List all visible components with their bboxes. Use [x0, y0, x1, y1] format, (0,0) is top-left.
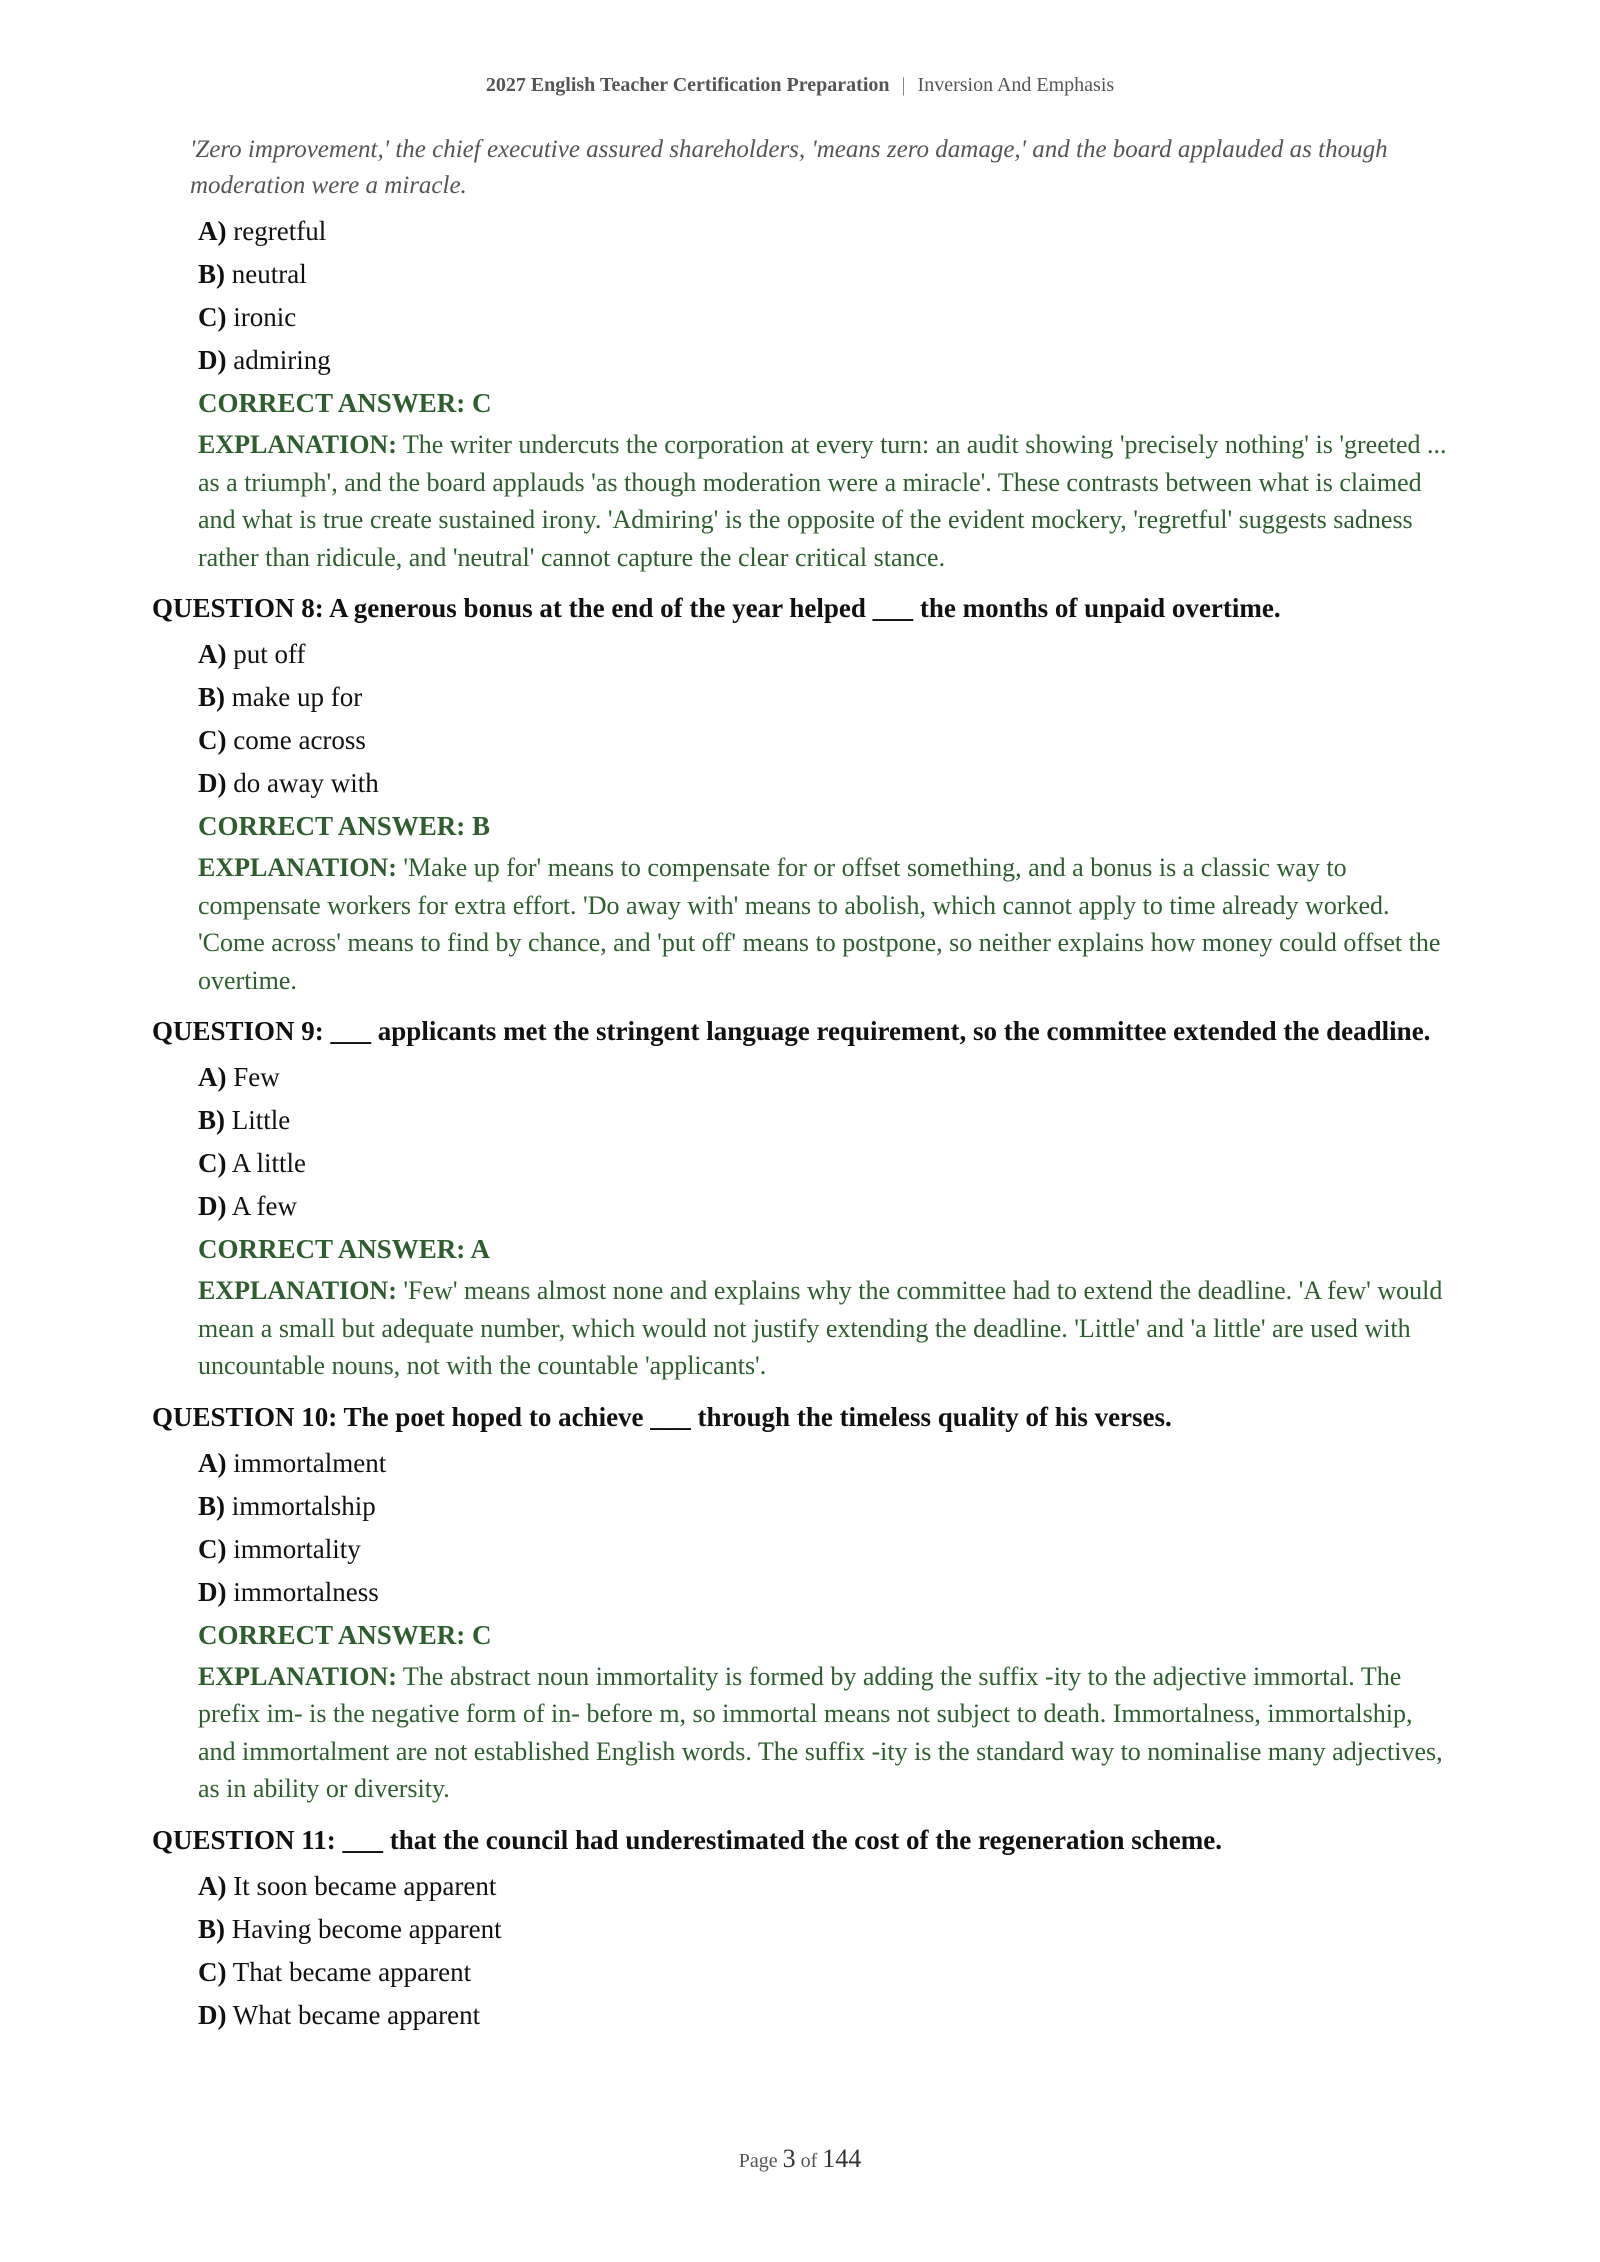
option-text: make up for: [231, 682, 363, 712]
option-text: come across: [233, 725, 366, 755]
explanation: [198, 426, 1452, 576]
document-title: 2027 English Teacher Certification Preparation: [485, 74, 890, 96]
correct-answer: CORRECT ANSWER: C: [198, 388, 492, 418]
question-stem-continuation: 'Zero improvement,' the chief executive assured shareholders, 'means zero damage,' and the board applauded as though moderation were a miracle.: [190, 136, 1388, 199]
option-letter: A): [198, 216, 227, 246]
explanation: [198, 1272, 1452, 1385]
option-letter: D): [198, 1576, 227, 1607]
question-text: QUESTION 8: A generous bonus at the end of the year helped ___ the months of unpaid overtime.: [152, 593, 1281, 623]
option-d: [198, 339, 1452, 382]
options-list: [198, 1442, 1452, 1614]
option-c: [198, 1528, 1452, 1571]
correct-answer: CORRECT ANSWER: C: [198, 1619, 492, 1650]
option-text: immortalment: [233, 1447, 387, 1478]
option-a: [198, 1442, 1452, 1485]
running-header: [0, 74, 1600, 97]
option-text: immortalness: [233, 1576, 379, 1607]
explanation-label: EXPLANATION:: [198, 1661, 397, 1691]
option-a: [198, 210, 1452, 253]
section-title: Inversion And Emphasis: [917, 74, 1115, 96]
explanation-label: EXPLANATION:: [198, 1276, 397, 1305]
option-c: [198, 1142, 1452, 1185]
explanation-text: 'Few' means almost none and explains why the committee had to extend the deadline. 'A few' would mean a small but adequate number, which would not justify extending the deadline. 'Little' and 'a little' are used with uncountable nouns, not with the countable 'applicants'.: [198, 1276, 1443, 1380]
option-d: [198, 762, 1452, 805]
question-block-9: [152, 1013, 1452, 1385]
option-letter: C): [198, 1533, 227, 1564]
option-letter: B): [198, 1105, 225, 1135]
option-text: Having become apparent: [231, 1913, 502, 1944]
question-block-11: [152, 1822, 1452, 2037]
option-text: neutral: [231, 259, 307, 289]
page-word: Page: [738, 2150, 778, 2172]
option-text: regretful: [233, 216, 327, 246]
option-letter: A): [198, 1447, 227, 1478]
page-content: [152, 132, 1452, 2037]
option-b: [198, 1908, 1452, 1951]
option-letter: B): [198, 682, 225, 712]
option-letter: D): [198, 345, 227, 375]
option-text: It soon became apparent: [233, 1870, 497, 1901]
options-list: [198, 210, 1452, 382]
of-word: of: [800, 2150, 818, 2172]
option-a: [198, 1865, 1452, 1908]
option-letter: A): [198, 1870, 227, 1901]
page-number: 3: [782, 2144, 796, 2173]
option-d: [198, 1994, 1452, 2037]
option-letter: D): [198, 768, 227, 798]
option-d: [198, 1571, 1452, 1614]
explanation-text: The writer undercuts the corporation at every turn: an audit showing 'precisely nothing' is 'greeted ... as a triumph', and the board applauds 'as though moderation were a miracle'. These contrasts between what is claimed and what is true create sustained irony. 'Admiring' is the opposite of the evident mockery, 'regretful' suggests sadness rather than ridicule, and 'neutral' cannot capture the clear critical stance.: [198, 430, 1447, 572]
option-text: admiring: [233, 345, 331, 375]
option-text: Little: [231, 1105, 291, 1135]
option-text: That became apparent: [232, 1956, 472, 1987]
correct-answer: CORRECT ANSWER: A: [198, 1234, 491, 1264]
option-text: Few: [233, 1062, 280, 1092]
question-text: QUESTION 11: ___ that the council had underestimated the cost of the regeneration scheme.: [152, 1824, 1222, 1855]
explanation: [198, 849, 1452, 999]
explanation-label: EXPLANATION:: [198, 853, 397, 882]
option-letter: B): [198, 259, 225, 289]
explanation-text: 'Make up for' means to compensate for or offset something, and a bonus is a classic way to compensate workers for extra effort. 'Do away with' means to abolish, which cannot apply to time already worked. 'Come across' means to find by chance, and 'put off' means to postpone, so neither explains how money could offset the overtime.: [198, 853, 1441, 995]
options-list: [198, 633, 1452, 805]
option-letter: D): [198, 1191, 227, 1221]
option-letter: D): [198, 1999, 227, 2030]
option-letter: B): [198, 1913, 225, 1944]
option-a: [198, 633, 1452, 676]
option-c: [198, 1951, 1452, 1994]
option-letter: C): [198, 1956, 227, 1987]
header-separator: |: [901, 74, 906, 96]
option-b: [198, 1099, 1452, 1142]
question-text: QUESTION 10: The poet hoped to achieve ___ through the timeless quality of his verses.: [152, 1401, 1172, 1432]
option-c: [198, 296, 1452, 339]
explanation-label: EXPLANATION:: [198, 430, 397, 459]
question-block-7: [152, 132, 1452, 576]
option-text: do away with: [233, 768, 379, 798]
question-block-10: [152, 1399, 1452, 1808]
option-b: [198, 1485, 1452, 1528]
correct-answer: CORRECT ANSWER: B: [198, 811, 491, 841]
option-c: [198, 719, 1452, 762]
option-letter: A): [198, 1062, 227, 1092]
question-text: QUESTION 9: ___ applicants met the stringent language requirement, so the committee extended the deadline.: [152, 1016, 1431, 1046]
explanation: [198, 1658, 1452, 1808]
option-text: What became apparent: [232, 1999, 481, 2030]
option-text: ironic: [233, 302, 297, 332]
option-letter: B): [198, 1490, 225, 1521]
option-text: immortalship: [231, 1490, 376, 1521]
option-letter: A): [198, 639, 227, 669]
option-text: put off: [233, 639, 306, 669]
question-block-8: [152, 590, 1452, 999]
option-text: immortality: [233, 1533, 361, 1564]
option-letter: C): [198, 725, 227, 755]
option-a: [198, 1056, 1452, 1099]
option-d: [198, 1185, 1452, 1228]
options-list: [198, 1865, 1452, 2037]
option-letter: C): [198, 1148, 227, 1178]
option-text: A little: [231, 1148, 307, 1178]
option-letter: C): [198, 302, 227, 332]
option-b: [198, 676, 1452, 719]
options-list: [198, 1056, 1452, 1228]
option-b: [198, 253, 1452, 296]
page-footer: [0, 2144, 1600, 2174]
explanation-text: The abstract noun immortality is formed by adding the suffix -ity to the adjective immortal. The prefix im- is the negative form of in- before m, so immortal means not subject to death. Immortalness, immortalship, and immortalment are not established English words. The suffix -ity is the standard way to nominalise many adjectives, as in ability or diversity.: [198, 1661, 1443, 1803]
option-text: A few: [231, 1191, 297, 1221]
total-pages: 144: [822, 2144, 862, 2173]
